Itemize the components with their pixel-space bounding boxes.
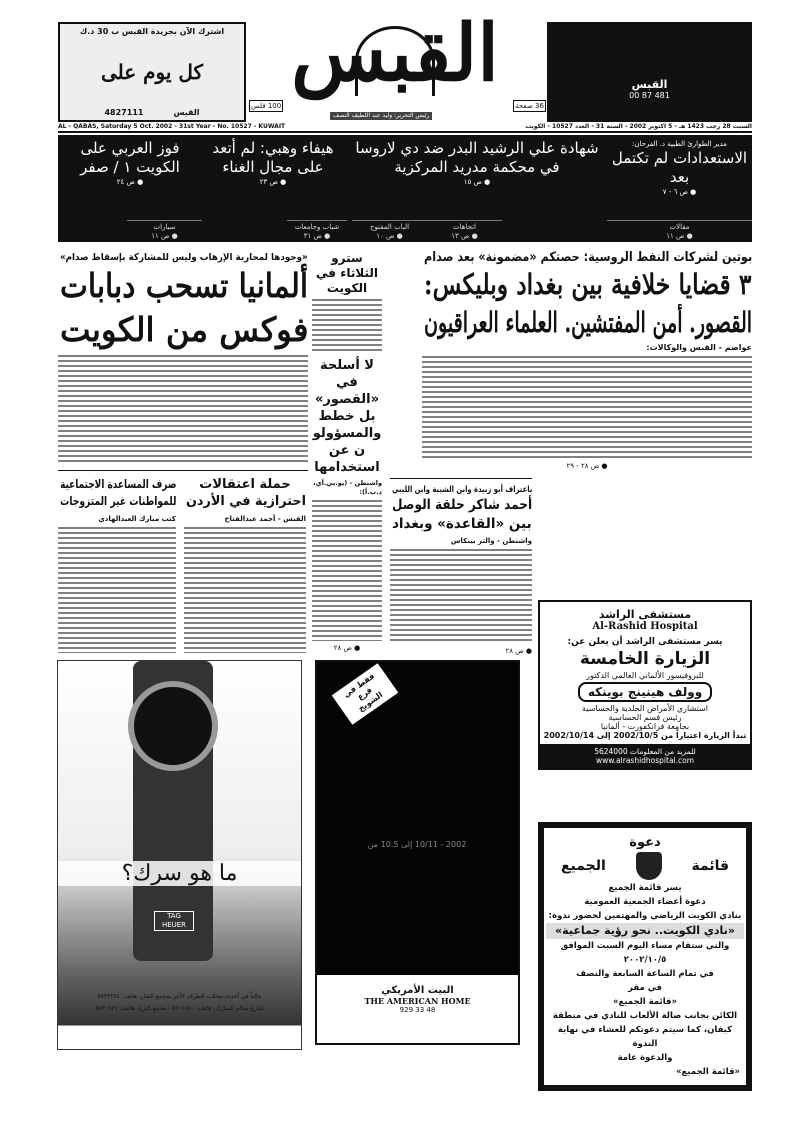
hospital-contact [540, 744, 750, 768]
jordan-byline: القبس - أحمد عبدالفتاح [224, 515, 306, 523]
shaker-kicker: باعتراف أبو زبيدة وابن الشيبة وابن الليبي [391, 485, 532, 495]
english-dateline: AL - QABAS, Saturday 5 Oct. 2002 - 31st Year - No. 10527 - KUWAIT [58, 123, 286, 130]
lead-body-text [422, 356, 752, 459]
jordan-headline-line1: حملة اعتقالات [199, 477, 291, 492]
section-label: شباب وجامعات [294, 223, 340, 231]
teaser-albader[interactable] [352, 135, 602, 220]
invite-line: يسر قائمة الجميع [608, 883, 682, 893]
divider [58, 470, 308, 471]
invite-line: «قائمة الجميع» [613, 997, 677, 1007]
invite-line: والدعوة عامة [617, 1053, 673, 1063]
hospital-name-ar: مستشفى الراشد [598, 608, 692, 621]
teaser-title: فوز العربي على الكويت ١ / صفر [80, 139, 180, 176]
invite-line: بنادي الكويت الرياضي والمهتمين لحضور ندوة: [548, 911, 742, 921]
ad-top-text: اشترك الآن بجريدة القبس ب 30 د.ك [79, 27, 225, 36]
section-page: ● ص ١١ [151, 232, 178, 240]
section-label: سيارات [153, 223, 176, 231]
jordan-body-text [184, 527, 306, 653]
section-page: ● ص ١٠ [376, 232, 403, 240]
aid-headline-line2: للمواطنات غير المتزوجات [59, 494, 176, 508]
aid-article [58, 476, 176, 656]
weapons-headline[interactable]: لا أسلحة في «القصور» بل خطط والمسؤولون عن استخدامها [312, 358, 382, 475]
section-label: مقالات [669, 223, 690, 231]
promo-phone: 481 87 00 [629, 91, 670, 100]
hospital-announce: يسر مستشفى الراشد أن يعلن عن: [567, 637, 723, 647]
straw-body-text [312, 299, 382, 354]
invite-signature: «قائمة الجميع» [676, 1067, 740, 1077]
home-phone: 48 33 929 [399, 1006, 436, 1014]
invite-line: في مقر [628, 983, 662, 993]
weapons-dateline: واشنطن - (يو.بي.آي، د.ب.أ): [313, 479, 382, 496]
lead-jump: ● ص ٢٨ - ٢٩ [566, 462, 608, 470]
teaser-preparations[interactable] [607, 135, 752, 220]
tag-heuer-logo: TAG HEUER [154, 911, 194, 931]
shield-logo-icon [636, 852, 662, 880]
hospital-doctor: وولف هينينج بوينكه [578, 682, 712, 702]
teaser-page: ● ص ١٥ [463, 178, 491, 186]
shaker-headline-line2: بين «القاعدة» وبغداد [392, 516, 532, 532]
watch-info-line: شارع سالم المبارك، هاتف: ٥٧١١٥٨٠ - مجمع الثريا، هاتف: ٥٧٣٠٨٢٧ [95, 1005, 264, 1012]
shaker-headline-line1: أحمد شاكر حلقة الوصل [391, 497, 532, 513]
invite-line: في تمام الساعة السابعة والنصف [576, 969, 714, 979]
teaser-title: شهادة علي الرشيد البدر ضد دي لاروسا في محكمة مدريد المركزية [355, 139, 599, 176]
newspaper-logo: القبس [291, 8, 499, 99]
shaker-body-text [390, 549, 532, 644]
lead-article [422, 249, 752, 471]
ad-brand: القبس [173, 108, 200, 117]
ad-main-text: كل يوم على [100, 60, 204, 84]
section-label: اتجاهات [453, 223, 476, 231]
teaser-page: ● ص ٢٣ [259, 178, 287, 186]
lead-kicker: بوتين لشركات النفط الروسية: حصتكم «مضمونة» بعد صدام [423, 250, 752, 265]
home-name-en: THE AMERICAN HOME [364, 996, 471, 1006]
teaser-haifa[interactable] [207, 135, 347, 220]
divider [58, 131, 752, 133]
price-box: 100 فلس [251, 102, 282, 110]
invite-topic: «نادي الكويت.. نحو رؤية جماعية» [546, 923, 744, 939]
invite-left: الجميع [560, 858, 606, 874]
invite-right: قائمة [691, 858, 730, 874]
section-trends[interactable] [427, 220, 502, 242]
germany-headline[interactable] [58, 264, 308, 308]
teaser-strip [58, 135, 752, 242]
watch-info [58, 991, 301, 1015]
section-page: ● ص ١١ [666, 232, 693, 240]
teaser-title: هيفاء وهبي: لم أتعد على مجال الغناء [212, 139, 334, 176]
germany-headline-line1: ألمانيا تسحب دبابات [59, 266, 308, 305]
hospital-line: استشاري الأمراض الجلدية والحساسية [582, 704, 708, 713]
invite-line: دعوة أعضاء الجمعية العمومية [584, 897, 706, 907]
hospital-phone: للمزيد من المعلومات 5624000 [594, 747, 696, 756]
divider [390, 478, 532, 479]
hospital-visit: الزيارة الخامسة [579, 649, 711, 669]
weapons-body-text [312, 500, 382, 641]
ad-phone: 4827111 [104, 108, 144, 117]
hospital-line: بجامعة فرانكفورت - ألمانيا [600, 722, 690, 731]
section-page: ● ص ١٣ [451, 232, 478, 240]
watch-ad[interactable] [57, 660, 302, 1050]
aid-headline-line1: صرف المساعدة الاجتماعية [59, 477, 176, 491]
shaker-jump: ● ص ٢٨ [505, 647, 532, 655]
invitation-ad [538, 822, 752, 1091]
invite-line: كيفان، كما سيتم دعوتكم للعشاء في نهاية الندوة [557, 1025, 733, 1049]
section-articles[interactable] [607, 220, 752, 242]
jordan-headline[interactable] [184, 476, 306, 493]
hospital-line: رئيس قسم الحساسية [608, 713, 682, 722]
teaser-arabi[interactable] [58, 135, 202, 220]
shaker-dateline: واشنطن - والتر بينكاس [450, 537, 532, 545]
section-open-door[interactable] [352, 220, 427, 242]
lead-headline[interactable] [422, 266, 752, 304]
teaser-page: ● ص ٦ - ٧ [662, 188, 697, 196]
watch-slogan: ما هو سرك؟ [58, 861, 301, 886]
hospital-dates: تبدأ الزيارة اعتباراً من 2002/10/5 إلى 2002/10/14 [543, 731, 747, 740]
weapons-jump: ● ص ٢٨ [333, 644, 361, 652]
section-cars[interactable] [127, 220, 202, 242]
price-tag-label: فقط في فرع الشويخ [332, 663, 399, 725]
aid-byline: كتب مبارك العبدالهادي [98, 515, 176, 523]
lead-headline-line1: ٣ قضايا خلافية بين بغداد وبليكس: [424, 268, 752, 301]
american-home-footer [317, 975, 518, 1043]
sale-dates: 2002 - 10/11 إلى 10.5 من [367, 840, 467, 849]
slogan: رئيس التحرير: وليد عبد اللطيف النصف [330, 112, 432, 120]
hospital-ad[interactable] [538, 600, 752, 770]
american-home-ad[interactable] [315, 660, 520, 1045]
hospital-prof: للبروفيسور الألماني العالمي الدكتور [586, 671, 704, 680]
hospital-name-en: Al-Rashid Hospital [592, 621, 698, 632]
jordan-headline-line2: احترازية في الأردن [185, 494, 306, 509]
lead-headline-line2: القصور. أمن المفتشين. العلماء العراقيون [423, 306, 752, 339]
section-label: الباب المفتوح [369, 223, 410, 231]
watch-info-line: حالياً في أحدث محلات الطرف الأغر بمجمع الفنار، هاتف: ٥٧٢٣٢٤٤ [97, 993, 262, 1000]
teaser-title: الاستعدادات لم تكتمل بعد [611, 149, 748, 186]
section-page: ● ص ٣١ [303, 232, 331, 240]
aid-headline[interactable] [58, 476, 176, 493]
shaker-article [390, 484, 532, 656]
germany-headline-line2: فوكس من الكويت [59, 310, 308, 349]
germany-body-text [58, 355, 308, 462]
invite-line: الكائن بجانب صالة الألعاب للنادي في منطقة [552, 1011, 738, 1021]
section-youth[interactable] [287, 220, 347, 242]
promo-brand: القبس [631, 78, 668, 91]
germany-article [58, 251, 308, 465]
home-name-ar: البيت الأمريكي [381, 985, 454, 996]
invite-line: والتي ستقام مساء اليوم السبت الموافق ٢٠٠٢/١٠/٥ [560, 941, 730, 965]
lead-byline: عواصم - القبس والوكالات: [646, 343, 752, 352]
jordan-article [184, 476, 306, 656]
pages-box: 36 صفحة [515, 102, 544, 110]
shaker-headline[interactable] [390, 496, 532, 515]
newspaper-promo-ad [547, 22, 752, 122]
subscription-ad [58, 22, 246, 122]
aid-body-text [58, 527, 176, 653]
watch-dial [128, 681, 218, 771]
invite-title: دعوة [629, 835, 661, 850]
middle-column [312, 251, 382, 653]
teaser-page: ● ص ٢٤ [116, 178, 144, 186]
hospital-website[interactable]: www.alrashidhospital.com [595, 756, 695, 765]
germany-kicker: «وجودها لمحاربة الإرهاب وليس للمشاركة بإسقاط صدام» [60, 252, 308, 263]
teaser-kicker: مدير الطوارئ الطبية د. الفرحان: [632, 140, 727, 148]
arabic-dateline: السبت 28 رجب 1423 هـ - 5 اكتوبر 2002 - السنة 31 - العدد 10527 - الكويت [525, 123, 752, 130]
straw-headline[interactable]: سترو الثلاثاء في الكويت [316, 251, 378, 295]
